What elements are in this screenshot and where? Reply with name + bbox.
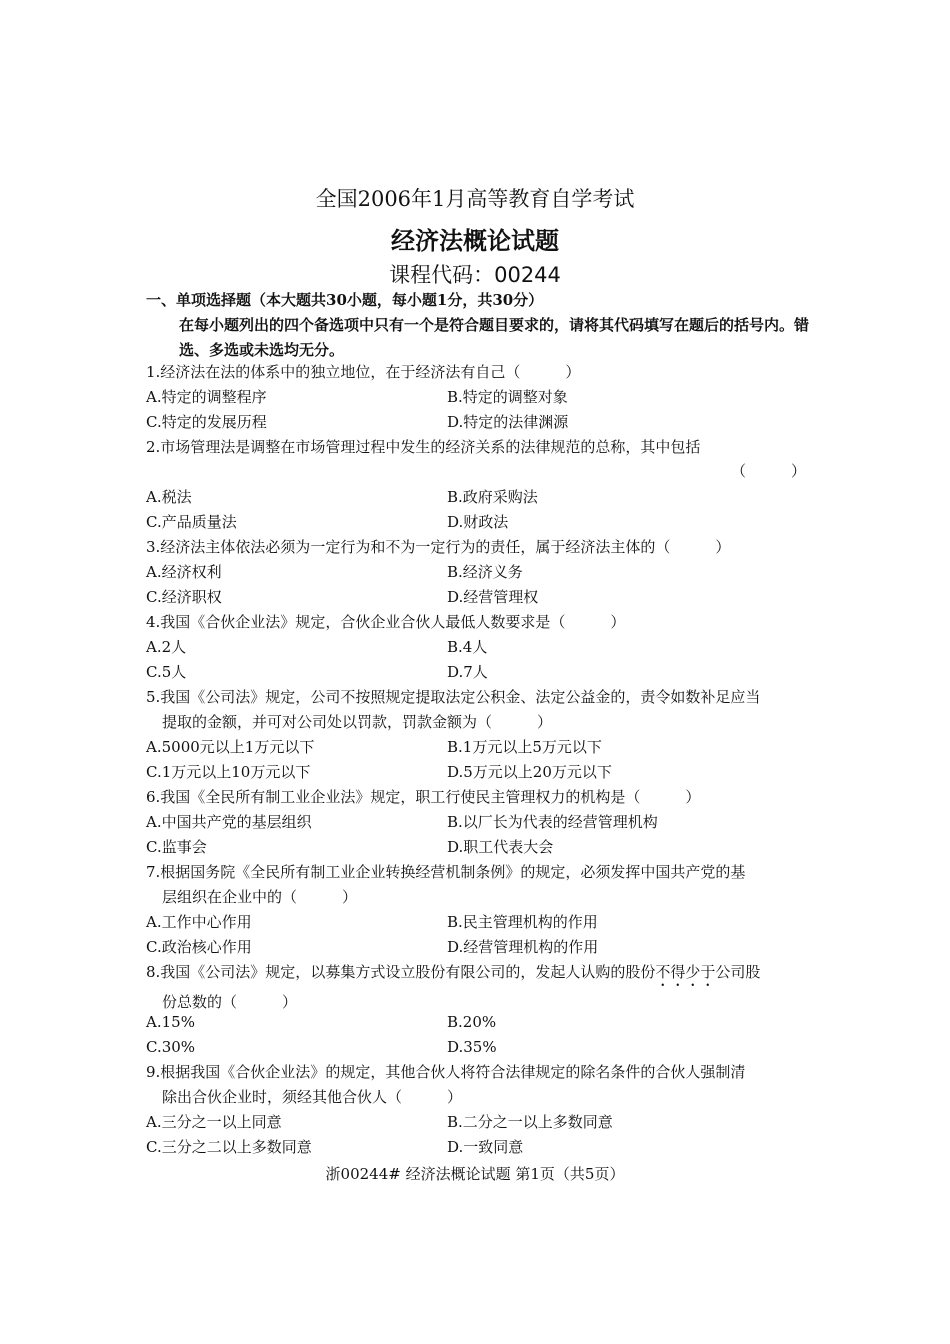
option-d: D.35%	[447, 1038, 497, 1056]
option-c: C.监事会	[146, 838, 207, 856]
option-d: D.7人	[447, 663, 488, 681]
answer-bracket: （ ）	[731, 462, 807, 480]
option-a: A.中国共产党的基层组织	[146, 813, 312, 831]
option-a: A.15%	[146, 1013, 195, 1031]
option-a: A.2人	[146, 638, 187, 656]
option-c: C.经济职权	[146, 588, 222, 606]
option-b: B.4人	[447, 638, 488, 656]
question-text: 9.根据我国《合伙企业法》的规定，其他合伙人将符合法律规定的除名条件的合伙人强制清	[146, 1063, 746, 1081]
exam-title: 全国2006年1月高等教育自学考试	[315, 187, 635, 211]
option-a: A.经济权利	[146, 563, 222, 581]
question-1	[146, 360, 810, 385]
question-text-continued: 除出合伙企业时，须经其他合伙人（ ）	[162, 1088, 463, 1106]
question-text-tail: 公司股	[715, 963, 761, 981]
question-text: 2.市场管理法是调整在市场管理过程中发生的经济关系的法律规范的总称，其中包括	[146, 438, 701, 456]
question-2	[146, 435, 810, 460]
option-d: D.财政法	[447, 513, 509, 531]
option-d: D.经营管理权	[447, 588, 539, 606]
question-text-continued: 层组织在企业中的（ ）	[162, 888, 358, 906]
option-b: B.经济义务	[447, 563, 523, 581]
option-b: B.二分之一以上多数同意	[447, 1113, 613, 1131]
option-c: C.30%	[146, 1038, 196, 1056]
option-d: D.一致同意	[447, 1138, 524, 1156]
option-a: A.三分之一以上同意	[146, 1113, 282, 1131]
course-code: 课程代码：00244	[389, 263, 561, 287]
question-text: 7.根据国务院《全民所有制工业企业转换经营机制条例》的规定，必须发挥中国共产党的基	[146, 863, 746, 881]
page-footer: 浙00244# 经济法概论试题 第1页（共5页）	[325, 1165, 625, 1183]
section-instruction: 在每小题列出的四个备选项中只有一个是符合题目要求的，请将其代码填写在题后的括号内。错选、多选或未选均无分。	[179, 316, 810, 359]
option-b: B.1万元以上5万元以下	[447, 738, 602, 756]
emphasized-text: 不得少于	[655, 963, 716, 981]
option-c: C.1万元以上10万元以下	[146, 763, 311, 781]
option-b: B.20%	[447, 1013, 497, 1031]
question-3	[146, 535, 810, 560]
option-a: A.特定的调整程序	[146, 388, 267, 406]
question-9	[146, 1060, 810, 1110]
option-a: A.工作中心作用	[146, 913, 252, 931]
option-d: D.特定的法律渊源	[447, 413, 569, 431]
question-5	[146, 685, 810, 735]
question-text: 4.我国《合伙企业法》规定，合伙企业合伙人最低人数要求是（ ）	[146, 613, 626, 631]
question-6	[146, 785, 810, 810]
option-d: D.5万元以上20万元以下	[447, 763, 612, 781]
subject-title: 经济法概论试题	[391, 227, 559, 255]
section-heading: 一、单项选择题（本大题共30小题，每小题1分，共30分）	[146, 291, 544, 309]
question-text-continued: 提取的金额，并可对公司处以罚款，罚款金额为（ ）	[162, 713, 553, 731]
option-b: B.政府采购法	[447, 488, 538, 506]
option-b: B.特定的调整对象	[447, 388, 568, 406]
option-c: C.三分之二以上多数同意	[146, 1138, 312, 1156]
option-a: A.税法	[146, 488, 192, 506]
option-a: A.5000元以上1万元以下	[146, 738, 315, 756]
question-text: 3.经济法主体依法必须为一定行为和不为一定行为的责任，属于经济法主体的（ ）	[146, 538, 731, 556]
question-7	[146, 860, 810, 910]
question-text: 1.经济法在法的体系中的独立地位，在于经济法有自己（ ）	[146, 363, 581, 381]
option-c: C.特定的发展历程	[146, 413, 267, 431]
option-c: C.5人	[146, 663, 187, 681]
option-b: B.民主管理机构的作用	[447, 913, 598, 931]
question-8	[146, 960, 810, 1015]
option-c: C.政治核心作用	[146, 938, 252, 956]
question-text: 5.我国《公司法》规定，公司不按照规定提取法定公积金、法定公益金的，责令如数补足应当	[146, 688, 761, 706]
option-d: D.经营管理机构的作用	[447, 938, 599, 956]
question-text: 6.我国《全民所有制工业企业法》规定，职工行使民主管理权力的机构是（ ）	[146, 788, 701, 806]
option-c: C.产品质量法	[146, 513, 237, 531]
question-4	[146, 610, 810, 635]
option-d: D.职工代表大会	[447, 838, 554, 856]
option-b: B.以厂长为代表的经营管理机构	[447, 813, 658, 831]
question-text: 8.我国《公司法》规定，以募集方式设立股份有限公司的，发起人认购的股份	[146, 963, 656, 981]
question-text-continued: 份总数的（ ）	[162, 993, 298, 1011]
